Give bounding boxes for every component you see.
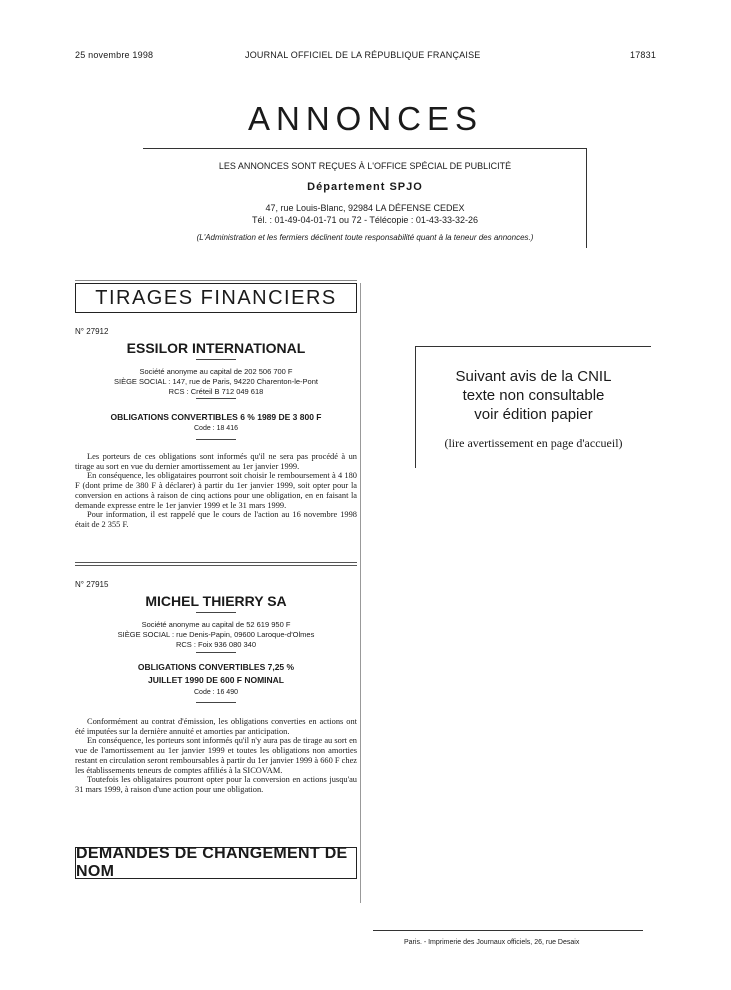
announcement-separator	[75, 562, 357, 563]
body-paragraph: En conséquence, les porteurs sont informés qu'il n'y aura pas de tirage au sort en vue de l'amortissement au 1er janvier 1999 et toutes les obligations non amorties restant en circulation seront remboursables à partir du 1er janvier 1999 à 660 F chez les établissements teneurs de comptes affiliés à la SICOVAM.	[75, 736, 357, 775]
section-top-rule	[75, 280, 357, 281]
company-rcs: RCS : Créteil B 712 049 618	[168, 387, 264, 396]
footer-imprint: Paris. - Imprimerie des Journaux officiels, 26, rue Desaix	[404, 939, 580, 946]
company-rcs: RCS : Foix 936 080 340	[175, 640, 257, 649]
notice-disclaimer: (L'Administration et les fermiers déclinent toute responsabilité quant à la teneur des annonces.)	[196, 233, 534, 242]
obligation-code: Code : 16 490	[194, 689, 238, 696]
header-journal: JOURNAL OFFICIEL DE LA RÉPUBLIQUE FRANÇAISE	[245, 50, 481, 60]
notice-box	[143, 148, 587, 248]
body-paragraph: Pour information, il est rappelé que le cours de l'action au 16 novembre 1998 était de 2 355 F.	[75, 510, 357, 529]
company-underline	[196, 359, 236, 360]
obligation-title: OBLIGATIONS CONVERTIBLES 6 % 1989 DE 3 800 F	[110, 412, 322, 422]
footer-rule	[373, 930, 643, 931]
announcement-number: N° 27915	[75, 580, 109, 589]
company-seat: SIÈGE SOCIAL : rue Denis-Papin, 09600 Laroque-d'Olmes	[117, 630, 315, 639]
notice-address: 47, rue Louis-Blanc, 92984 LA DÉFENSE CEDEX	[265, 203, 465, 213]
cnil-line3: voir édition papier	[474, 406, 593, 423]
body-paragraph: Conformément au contrat d'émission, les obligations converties en actions ont été imputées sur la dernière annuité et amorties par anticipation.	[75, 717, 357, 736]
company-seat: SIÈGE SOCIAL : 147, rue de Paris, 94220 Charenton-le-Pont	[113, 377, 318, 386]
body-paragraph: Toutefois les obligataires pourront opter pour la conversion en actions jusqu'au 31 mars 1999, à raison d'une action pour une obligation.	[75, 775, 357, 794]
cnil-notice-box	[415, 346, 651, 468]
company-capital: Société anonyme au capital de 52 619 950 F	[141, 620, 291, 629]
header-page-number: 17831	[630, 50, 657, 60]
company-underline	[196, 612, 236, 613]
company-name: ESSILOR INTERNATIONAL	[126, 340, 306, 356]
obligation-title: OBLIGATIONS CONVERTIBLES 7,25 %	[137, 662, 295, 672]
body-paragraph: En conséquence, les obligataires pourront soit choisir le remboursement à 4 180 F (dont prime de 380 F à déclarer) à partir du 1er janvier 1999, soit opter pour la conversion en actions à raison de cinq actions pour une obligation, en en faisant la demande expresse entre le 1er janvier 1999 et le 31 mars 1999.	[75, 471, 357, 510]
rcs-underline	[196, 398, 236, 399]
header-date: 25 novembre 1998	[75, 50, 154, 60]
obligation-title-line2: JUILLET 1990 DE 600 F NOMINAL	[147, 675, 285, 685]
cnil-line1: Suivant avis de la CNIL	[455, 368, 612, 385]
section-heading-tirages: TIRAGES FINANCIERS	[75, 283, 357, 313]
company-name: MICHEL THIERRY SA	[145, 593, 287, 609]
cnil-note: (lire avertissement en page d'accueil)	[444, 436, 623, 450]
notice-line1: LES ANNONCES SONT REÇUES À L'OFFICE SPÉCIAL DE PUBLICITÉ	[218, 161, 512, 171]
code-underline	[196, 702, 236, 703]
column-divider	[360, 283, 361, 903]
obligation-code: Code : 18 416	[194, 425, 238, 432]
body-paragraph: Les porteurs de ces obligations sont informés qu'il ne sera pas procédé à un tirage au sort en vue du dernier amortissement au 1er janvier 1999.	[75, 452, 357, 471]
company-capital: Société anonyme au capital de 202 506 700 F	[139, 367, 293, 376]
announcement-body	[75, 717, 357, 795]
announcement-separator	[75, 565, 357, 566]
notice-department: Département SPJO	[307, 181, 423, 193]
announcement-number: N° 27912	[75, 327, 109, 336]
cnil-line2: texte non consultable	[462, 387, 605, 404]
code-underline	[196, 439, 236, 440]
section-heading-changement-nom: DEMANDES DE CHANGEMENT DE NOM	[75, 847, 357, 879]
notice-phones: Tél. : 01-49-04-01-71 ou 72 - Télécopie : 01-43-33-32-26	[252, 215, 478, 225]
page-title: ANNONCES	[247, 100, 484, 137]
rcs-underline	[196, 652, 236, 653]
announcement-body	[75, 452, 357, 530]
